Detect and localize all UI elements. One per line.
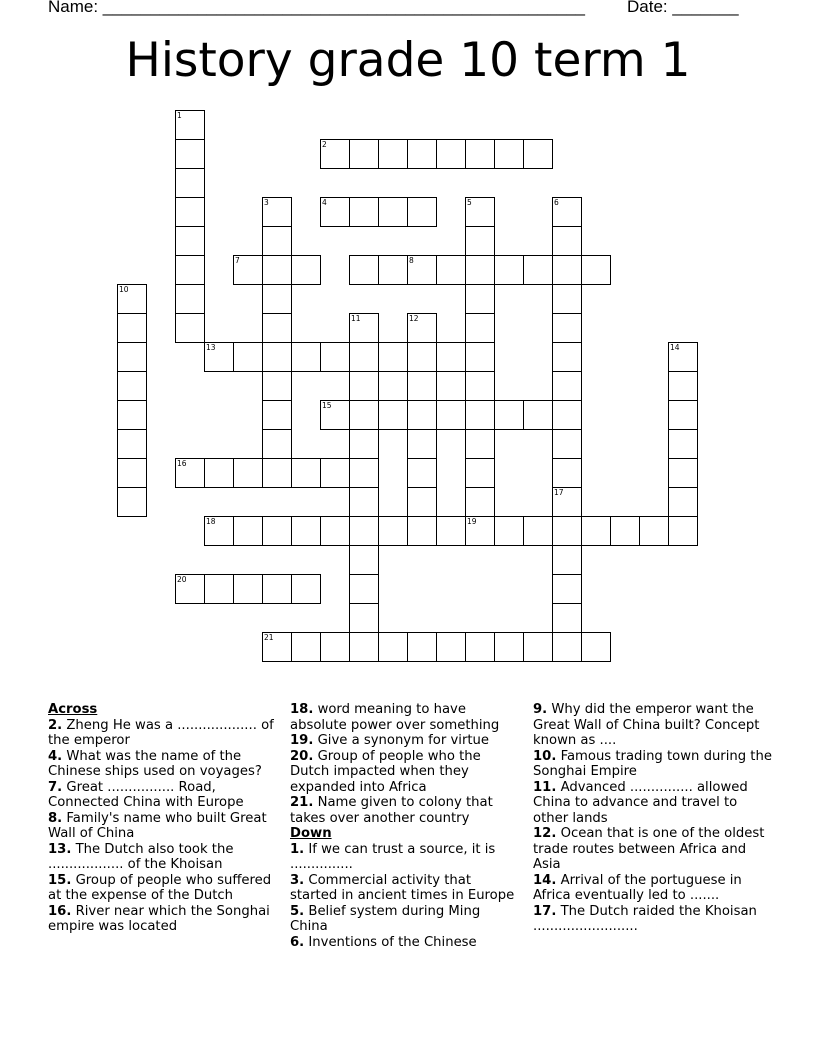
clue-down-5: 5. Belief system during Ming China — [290, 903, 481, 934]
clue-number: 3 — [264, 198, 269, 207]
grid-cell[interactable] — [668, 371, 698, 401]
grid-cell[interactable] — [175, 574, 205, 604]
grid-cell[interactable] — [552, 197, 582, 227]
clue-number: 17 — [554, 488, 564, 497]
grid-cell[interactable] — [668, 400, 698, 430]
grid-cell[interactable] — [465, 197, 495, 227]
grid-cell[interactable] — [668, 342, 698, 372]
clue-number: 14 — [670, 343, 680, 352]
grid-cell[interactable] — [552, 545, 582, 575]
grid-cell[interactable] — [523, 139, 553, 169]
grid-cell[interactable] — [436, 342, 466, 372]
grid-cell[interactable] — [668, 487, 698, 517]
grid-cell[interactable] — [436, 255, 466, 285]
grid-cell[interactable] — [465, 400, 495, 430]
clue-down-10: 10. Famous trading town during the Songhai Empire — [533, 748, 772, 779]
clue-number: 2 — [322, 140, 327, 149]
clue-across-2: 2. Zheng He was a ................... of the emperor — [48, 717, 274, 748]
grid-cell[interactable] — [552, 400, 582, 430]
grid-cell[interactable] — [465, 255, 495, 285]
page-title: History grade 10 term 1 — [125, 33, 691, 88]
grid-cell[interactable] — [465, 371, 495, 401]
across-heading: Across — [48, 702, 98, 717]
grid-cell[interactable] — [552, 342, 582, 372]
grid-cell[interactable] — [581, 516, 611, 546]
grid-cell[interactable] — [378, 197, 408, 227]
clue-down-1: 1. If we can trust a source, it is ............... — [290, 841, 496, 872]
clue-number: 20 — [177, 575, 187, 584]
grid-cell[interactable] — [349, 545, 379, 575]
grid-cell[interactable] — [262, 255, 292, 285]
grid-cell[interactable] — [581, 632, 611, 662]
grid-cell[interactable] — [407, 429, 437, 459]
clue-number: 12 — [409, 314, 419, 323]
grid-cell[interactable] — [552, 603, 582, 633]
grid-cell[interactable] — [204, 516, 234, 546]
across-column-1 — [48, 702, 280, 935]
grid-cell[interactable] — [320, 197, 350, 227]
grid-cell[interactable] — [349, 632, 379, 662]
grid-cell[interactable] — [465, 313, 495, 343]
grid-cell[interactable] — [291, 458, 321, 488]
grid-cell[interactable] — [233, 516, 263, 546]
grid-cell[interactable] — [117, 284, 147, 314]
grid-cell[interactable] — [436, 516, 466, 546]
grid-cell[interactable] — [552, 371, 582, 401]
grid-cell[interactable] — [262, 632, 292, 662]
grid-cell[interactable] — [465, 458, 495, 488]
grid-cell[interactable] — [610, 516, 640, 546]
grid-cell[interactable] — [668, 458, 698, 488]
grid-cell[interactable] — [407, 139, 437, 169]
grid-cell[interactable] — [465, 342, 495, 372]
grid-cell[interactable] — [465, 139, 495, 169]
grid-cell[interactable] — [407, 255, 437, 285]
grid-cell[interactable] — [349, 255, 379, 285]
grid-cell[interactable] — [552, 226, 582, 256]
grid-cell[interactable] — [233, 458, 263, 488]
grid-cell[interactable] — [465, 284, 495, 314]
clue-number: 8 — [409, 256, 414, 265]
grid-cell[interactable] — [262, 313, 292, 343]
grid-cell[interactable] — [117, 487, 147, 517]
grid-cell[interactable] — [407, 487, 437, 517]
grid-cell[interactable] — [204, 574, 234, 604]
grid-cell[interactable] — [407, 516, 437, 546]
clue-down-11: 11. Advanced ............... allowed China to advance and travel to other lands — [533, 779, 748, 826]
grid-cell[interactable] — [552, 255, 582, 285]
date-label: Date: _______ — [627, 0, 739, 16]
grid-cell[interactable] — [233, 255, 263, 285]
grid-cell[interactable] — [262, 226, 292, 256]
grid-cell[interactable] — [117, 400, 147, 430]
grid-cell[interactable] — [349, 429, 379, 459]
grid-cell[interactable] — [175, 139, 205, 169]
grid-cell[interactable] — [407, 400, 437, 430]
grid-cell[interactable] — [262, 371, 292, 401]
grid-cell[interactable] — [262, 458, 292, 488]
clue-across-13: 13. The Dutch also took the .................. of the Khoisan — [48, 841, 234, 872]
grid-cell[interactable] — [233, 574, 263, 604]
grid-cell[interactable] — [349, 458, 379, 488]
grid-cell[interactable] — [465, 516, 495, 546]
grid-cell[interactable] — [552, 458, 582, 488]
clue-down-6: 6. Inventions of the Chinese — [290, 934, 477, 950]
clue-number: 19 — [467, 517, 477, 526]
grid-cell[interactable] — [523, 255, 553, 285]
grid-cell[interactable] — [349, 313, 379, 343]
grid-cell[interactable] — [349, 197, 379, 227]
grid-cell[interactable] — [465, 632, 495, 662]
grid-cell[interactable] — [262, 197, 292, 227]
grid-cell[interactable] — [436, 632, 466, 662]
grid-cell[interactable] — [552, 487, 582, 517]
clue-number: 13 — [206, 343, 216, 352]
grid-cell[interactable] — [262, 429, 292, 459]
grid-cell[interactable] — [175, 197, 205, 227]
grid-cell[interactable] — [639, 516, 669, 546]
clue-column-2 — [290, 702, 522, 950]
clue-number: 18 — [206, 517, 216, 526]
clue-across-20: 20. Group of people who the Dutch impacted when they expanded into Africa — [290, 748, 481, 795]
grid-cell[interactable] — [175, 255, 205, 285]
grid-cell[interactable] — [117, 371, 147, 401]
grid-cell[interactable] — [349, 371, 379, 401]
grid-cell[interactable] — [175, 168, 205, 198]
grid-cell[interactable] — [291, 632, 321, 662]
grid-cell[interactable] — [349, 342, 379, 372]
clue-number: 10 — [119, 285, 129, 294]
grid-cell[interactable] — [465, 487, 495, 517]
grid-cell[interactable] — [291, 574, 321, 604]
grid-cell[interactable] — [552, 632, 582, 662]
grid-cell[interactable] — [436, 139, 466, 169]
clue-down-3: 3. Commercial activity that started in ancient times in Europe — [290, 872, 515, 903]
grid-cell[interactable] — [262, 400, 292, 430]
grid-cell[interactable] — [523, 632, 553, 662]
grid-cell[interactable] — [320, 516, 350, 546]
clue-column-3 — [533, 702, 773, 935]
clue-number: 21 — [264, 633, 274, 642]
clue-down-14: 14. Arrival of the portuguese in Africa eventually led to ....... — [533, 872, 742, 903]
clue-number: 15 — [322, 401, 332, 410]
grid-cell[interactable] — [349, 400, 379, 430]
clue-number: 11 — [351, 314, 361, 323]
clue-down-12: 12. Ocean that is one of the oldest trade routes between Africa and Asia — [533, 826, 765, 872]
grid-cell[interactable] — [378, 400, 408, 430]
grid-cell[interactable] — [378, 342, 408, 372]
grid-cell[interactable] — [378, 255, 408, 285]
grid-cell[interactable] — [291, 516, 321, 546]
grid-cell[interactable] — [552, 313, 582, 343]
grid-cell[interactable] — [494, 139, 524, 169]
grid-cell[interactable] — [523, 400, 553, 430]
grid-cell[interactable] — [494, 400, 524, 430]
grid-cell[interactable] — [117, 313, 147, 343]
clue-number: 4 — [322, 198, 327, 207]
grid-cell[interactable] — [349, 603, 379, 633]
grid-cell[interactable] — [465, 226, 495, 256]
grid-cell[interactable] — [668, 516, 698, 546]
grid-cell[interactable] — [465, 429, 495, 459]
grid-cell[interactable] — [117, 342, 147, 372]
grid-cell[interactable] — [262, 516, 292, 546]
grid-cell[interactable] — [407, 371, 437, 401]
grid-cell[interactable] — [349, 574, 379, 604]
grid-cell[interactable] — [407, 458, 437, 488]
grid-cell[interactable] — [378, 139, 408, 169]
grid-cell[interactable] — [117, 458, 147, 488]
grid-cell[interactable] — [668, 429, 698, 459]
grid-cell[interactable] — [552, 574, 582, 604]
clue-across-21: 21. Name given to colony that takes over another country — [290, 795, 493, 826]
grid-cell[interactable] — [523, 516, 553, 546]
clue-across-8: 8. Family's name who built Great Wall of China — [48, 810, 267, 841]
grid-cell[interactable] — [117, 429, 147, 459]
grid-cell[interactable] — [175, 226, 205, 256]
grid-cell[interactable] — [581, 255, 611, 285]
grid-cell[interactable] — [407, 197, 437, 227]
grid-cell[interactable] — [233, 342, 263, 372]
grid-cell[interactable] — [494, 632, 524, 662]
grid-cell[interactable] — [175, 458, 205, 488]
clue-number: 16 — [177, 459, 187, 468]
grid-cell[interactable] — [320, 139, 350, 169]
grid-cell[interactable] — [291, 342, 321, 372]
clue-across-18: 18. word meaning to have absolute power over something — [290, 702, 500, 733]
grid-cell[interactable] — [407, 342, 437, 372]
grid-cell[interactable] — [204, 458, 234, 488]
grid-cell[interactable] — [262, 284, 292, 314]
clue-down-17: 17. The Dutch raided the Khoisan ......................... — [533, 903, 757, 934]
grid-cell[interactable] — [494, 516, 524, 546]
grid-cell[interactable] — [378, 632, 408, 662]
clue-down-9: 9. Why did the emperor want the Great Wall of China built? Concept known as .... — [533, 702, 760, 748]
grid-cell[interactable] — [175, 284, 205, 314]
grid-cell[interactable] — [552, 429, 582, 459]
clue-number: 5 — [467, 198, 472, 207]
clue-across-19: 19. Give a synonym for virtue — [290, 733, 490, 748]
grid-cell[interactable] — [320, 342, 350, 372]
grid-cell[interactable] — [552, 516, 582, 546]
grid-cell[interactable] — [349, 139, 379, 169]
clue-across-15: 15. Group of people who suffered at the expense of the Dutch — [48, 872, 272, 903]
clue-number: 7 — [235, 256, 240, 265]
clue-number: 1 — [177, 111, 182, 120]
grid-cell[interactable] — [204, 342, 234, 372]
grid-cell[interactable] — [262, 574, 292, 604]
grid-cell[interactable] — [291, 255, 321, 285]
grid-cell[interactable] — [262, 342, 292, 372]
grid-cell[interactable] — [320, 400, 350, 430]
grid-cell[interactable] — [378, 516, 408, 546]
grid-cell[interactable] — [436, 400, 466, 430]
grid-cell[interactable] — [320, 458, 350, 488]
grid-cell[interactable] — [175, 313, 205, 343]
grid-cell[interactable] — [407, 632, 437, 662]
down-heading: Down — [290, 826, 332, 841]
clue-across-16: 16. River near which the Songhai empire was located — [48, 903, 270, 934]
grid-cell[interactable] — [175, 110, 205, 140]
grid-cell[interactable] — [407, 313, 437, 343]
clue-number: 6 — [554, 198, 559, 207]
grid-cell[interactable] — [320, 632, 350, 662]
name-label: Name: ___________________________________________________ — [48, 0, 585, 16]
grid-cell[interactable] — [349, 487, 379, 517]
clue-across-7: 7. Great ................ Road, Connected China with Europe — [48, 779, 244, 810]
clue-across-4: 4. What was the name of the Chinese ships used on voyages? — [48, 748, 262, 779]
grid-cell[interactable] — [349, 516, 379, 546]
grid-cell[interactable] — [552, 284, 582, 314]
grid-cell[interactable] — [494, 255, 524, 285]
